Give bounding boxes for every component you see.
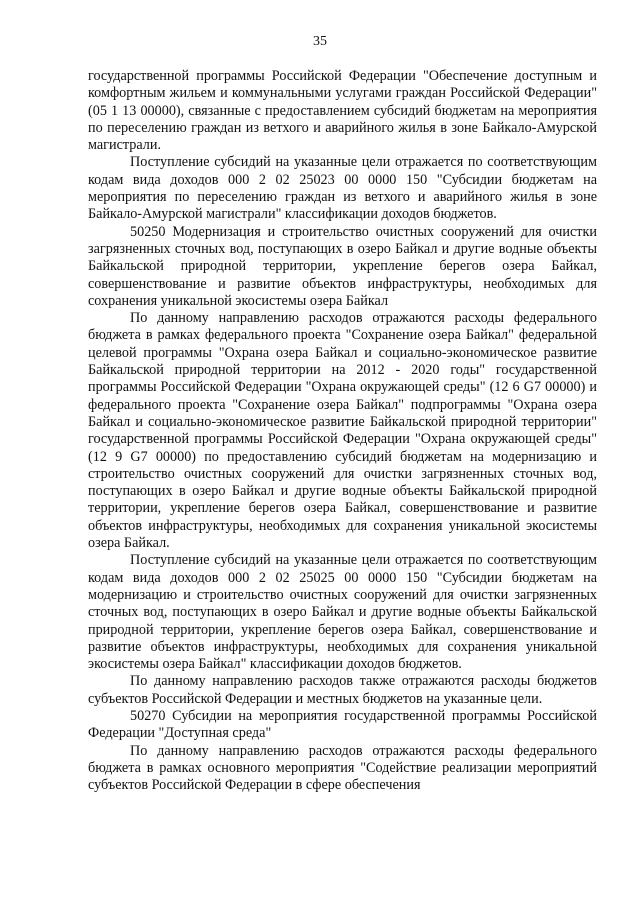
page-number: 35 bbox=[313, 34, 327, 49]
paragraph: По данному направлению расходов отражаются расходы федерального бюджета в рамках основного мероприятия "Содействие реализации мероприятий субъектов Российской Федерации в сфере обеспечения bbox=[88, 742, 597, 794]
paragraph: По данному направлению расходов отражаются расходы федерального бюджета в рамках федерального проекта "Сохранение озера Байкал" федеральной целевой программы "Охрана озера Байкал и социально-экономическое развитие Байкальской природной территории на 2012 - 2020 годы" государственной программы Российской Федерации "Охрана окружающей среды" (12 6 G7 00000) и федерального проекта "Сохранение озера Байкал" подпрограммы "Охрана озера Байкал и социально-экономическое развитие Байкальской природной территории" государственной программы Российской Федерации "Охрана окружающей среды" (12 9 G7 00000) по предоставлению субсидий бюджетам на модернизацию и строительство очистных сооружений для очистки загрязненных сточных вод, поступающих в озеро Байкал и другие водные объекты Байкальской природной территории, укрепление берегов озера Байкал, совершенствование и развитие объектов инфраструктуры, необходимых для сохранения уникальной экосистемы озера Байкал. bbox=[88, 310, 597, 552]
paragraph: Поступление субсидий на указанные цели отражается по соответствующим кодам вида доходов 000 2 02 25025 00 0000 150 "Субсидии бюджетам на модернизацию и строительство очистных сооружений для очистки загрязненных сточных вод, поступающих в озеро Байкал и другие водные объекты Байкальской природной территории, укрепление берегов озера Байкал, совершенствование и развитие объектов инфраструктуры, необходимых для сохранения уникальной экосистемы озера Байкал" классификации доходов бюджетов. bbox=[88, 552, 597, 673]
document-body bbox=[88, 68, 597, 794]
paragraph: По данному направлению расходов также отражаются расходы бюджетов субъектов Российской Федерации и местных бюджетов на указанные цели. bbox=[88, 673, 597, 707]
paragraph: 50270 Субсидии на мероприятия государственной программы Российской Федерации "Доступная среда" bbox=[88, 707, 597, 742]
paragraph: государственной программы Российской Федерации "Обеспечение доступным и комфортным жильем и коммунальными услугами граждан Российской Федерации" (05 1 13 00000), связанные с предоставлением субсидий бюджетам на мероприятия по переселению граждан из ветхого и аварийного жилья в зоне Байкало-Амурской магистрали. bbox=[88, 68, 597, 154]
paragraph: Поступление субсидий на указанные цели отражается по соответствующим кодам вида доходов 000 2 02 25023 00 0000 150 "Субсидии бюджетам на мероприятия по переселению граждан из ветхого и аварийного жилья в зоне Байкало-Амурской магистрали" классификации доходов бюджетов. bbox=[88, 154, 597, 223]
paragraph: 50250 Модернизация и строительство очистных сооружений для очистки загрязненных сточных вод, поступающих в озеро Байкал и другие водные объекты Байкальской природной территории, укрепление берегов озера Байкал, совершенствование и развитие объектов инфраструктуры, необходимых для сохранения уникальной экосистемы озера Байкал bbox=[88, 223, 597, 309]
